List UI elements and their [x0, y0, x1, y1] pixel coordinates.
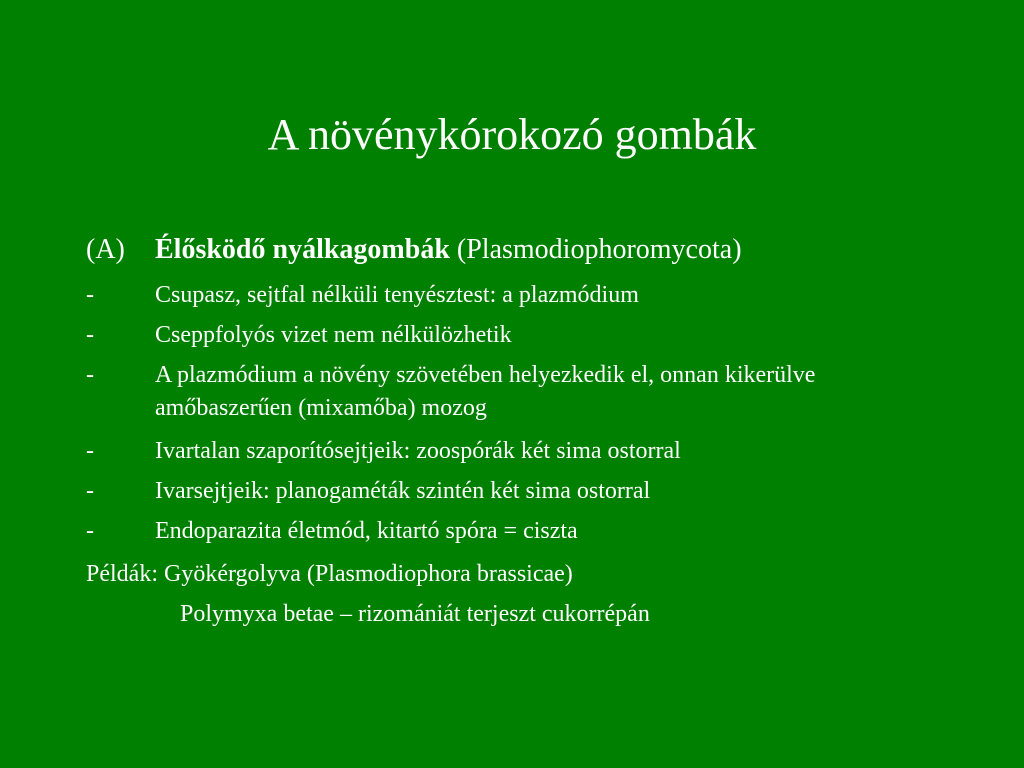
slide-title: A növénykórokozó gombák	[267, 110, 757, 159]
list-dash: -	[86, 282, 94, 308]
section-marker: (A)	[86, 234, 125, 265]
list-dash: -	[86, 518, 94, 544]
section-heading-latin: (Plasmodiophoromycota)	[449, 234, 742, 265]
examples-line-continued: Polymyxa betae – rizomániát terjeszt cukorrépán	[180, 601, 650, 627]
examples-line: Példák: Gyökérgolyva (Plasmodiophora brassicae)	[86, 561, 573, 587]
list-item-text: Endoparazita életmód, kitartó spóra = ciszta	[155, 518, 578, 544]
list-dash: -	[86, 362, 94, 388]
section-heading-bold: Élősködő nyálkagombák	[155, 234, 450, 265]
section-heading-text	[155, 230, 742, 270]
list-item-text: Csupasz, sejtfal nélküli tenyésztest: a plazmódium	[155, 282, 639, 308]
list-dash: -	[86, 438, 94, 464]
list-item-text: Ivarsejtjeik: planogaméták szintén két sima ostorral	[155, 478, 651, 504]
list-item-text: Cseppfolyós vizet nem nélkülözhetik	[155, 322, 512, 348]
list-dash: -	[86, 322, 94, 348]
list-dash: -	[86, 478, 94, 504]
list-item-text: Ivartalan szaporítósejtjeik: zoospórák két sima ostorral	[155, 438, 681, 464]
list-item-text: A plazmódium a növény szövetében helyezkedik el, onnan kikerülve amőbaszerűen (mixamőba) mozog	[155, 362, 816, 421]
